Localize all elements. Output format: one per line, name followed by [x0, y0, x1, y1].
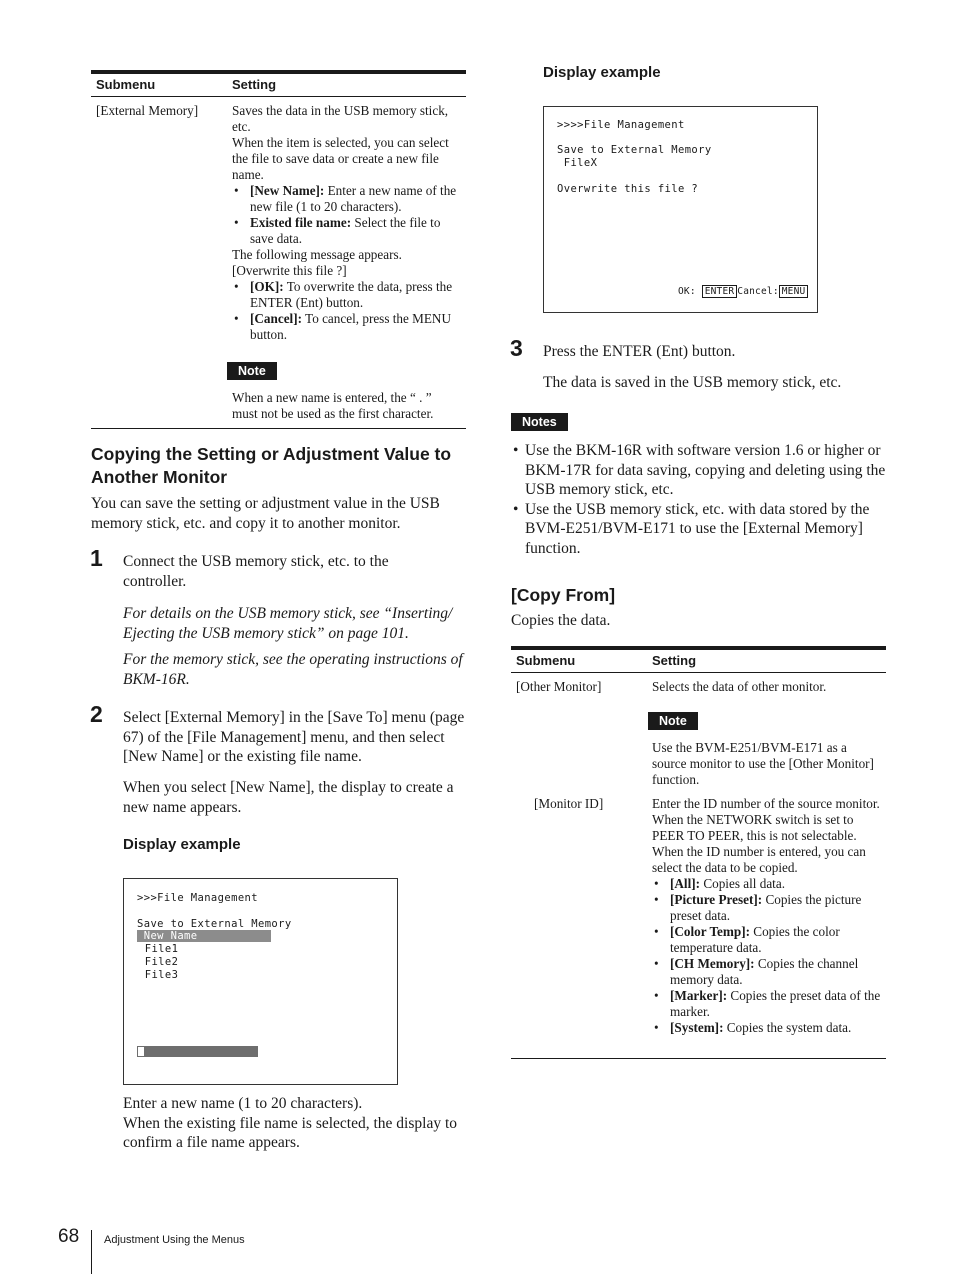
step-3-text-2: The data is saved in the USB memory stick, etc. — [543, 374, 842, 391]
display-example-label: Display example — [123, 836, 241, 853]
overwrite-prompt: Overwrite this file ? — [557, 183, 699, 195]
file-item: File3 — [138, 969, 179, 981]
bullet-cancel: • [Cancel]: To cancel, press the MENU button. — [232, 311, 462, 343]
table-header — [91, 74, 466, 97]
notes-list — [511, 441, 887, 558]
cancel-label: Cancel: — [737, 286, 779, 297]
file-item: File2 — [138, 956, 179, 968]
name-entry-cursor — [138, 1047, 144, 1056]
step-1-ref-2: For the memory stick, see the operating instructions of BKM-16R. — [123, 651, 463, 688]
notes-badge: Notes — [511, 413, 568, 431]
footer-section-title: Adjustment Using the Menus — [104, 1234, 245, 1246]
display-example-label-2: Display example — [543, 64, 661, 81]
screen-subtitle: Save to External Memory — [137, 918, 292, 930]
display-overwrite-screen — [543, 106, 818, 313]
step-3-number: 3 — [510, 335, 523, 361]
bullet-color-temp: • [Color Temp]: Copies the color temperature data. — [652, 924, 884, 956]
note-badge: Note — [227, 362, 277, 380]
header-submenu: Submenu — [96, 77, 156, 92]
footer-divider — [91, 1230, 92, 1274]
bullet-existed-file: • Existed file name: Select the file to save data. — [232, 215, 462, 247]
bullet-ok: • [OK]: To overwrite the data, press the ENTER (Ent) button. — [232, 279, 462, 311]
copy-from-heading: [Copy From] — [511, 585, 616, 605]
setting-monitor-id — [652, 796, 884, 1036]
bullet-all: • [All]: Copies all data. — [652, 876, 884, 892]
message-intro: The following message appears. — [232, 247, 402, 262]
submenu-other-monitor: [Other Monitor] — [516, 679, 602, 694]
bullet-system: • [System]: Copies the system data. — [652, 1020, 884, 1036]
ok-label: OK: — [678, 286, 696, 297]
screen-title: >>>>File Management — [557, 119, 685, 131]
name-entry-bar — [137, 1046, 258, 1057]
bullet-marker: • [Marker]: Copies the preset data of the marker. — [652, 988, 884, 1020]
overwrite-message: [Overwrite this file ?] — [232, 263, 347, 278]
bullet-new-name: • [New Name]: Enter a new name of the new file (1 to 20 characters). — [232, 183, 462, 215]
note-item: • Use the BKM-16R with software version 1.6 or higher or BKM-17R for data saving, copying and deleting using the USB memory stick, etc. — [511, 441, 887, 500]
screen-title: >>>File Management — [137, 892, 258, 904]
bullet-picture-preset: • [Picture Preset]: Copies the picture preset data. — [652, 892, 884, 924]
section-heading: Copying the Setting or Adjustment Value to Another Monitor — [91, 444, 452, 487]
bullet-ch-memory: • [CH Memory]: Copies the channel memory data. — [652, 956, 884, 988]
key-guide — [678, 286, 808, 298]
header-setting: Setting — [652, 653, 697, 668]
menu-key: MENU — [779, 285, 809, 298]
selected-new-name: New Name — [137, 930, 271, 942]
enter-key: ENTER — [702, 285, 738, 298]
step-2-text: Select [External Memory] in the [Save To] menu (page 67) of the [File Management] menu, and then select [New Name] or the existing file name. — [123, 709, 465, 765]
setting-intro-1: Saves the data in the USB memory stick, etc. — [232, 103, 449, 134]
setting-external-memory — [232, 103, 462, 343]
setting-other-monitor: Selects the data of other monitor. — [652, 679, 827, 694]
monitor-id-description: Enter the ID number of the source monitor. When the NETWORK switch is set to PEER TO PEER, this is not selectable. When the ID number is entered, you can select the data to be copied. — [652, 796, 880, 875]
external-memory-table — [91, 70, 466, 429]
copy-from-intro: Copies the data. — [511, 612, 611, 629]
step-1-text: Connect the USB memory stick, etc. to the controller. — [123, 553, 389, 590]
submenu-external-memory: [External Memory] — [96, 103, 199, 118]
file-name: FileX — [557, 157, 598, 169]
header-setting: Setting — [232, 77, 277, 92]
note-item: • Use the USB memory stick, etc. with data stored by the BVM-E251/BVM-E171 to use the [External Memory] function. — [511, 500, 887, 559]
step-3-text: Press the ENTER (Ent) button. — [543, 343, 736, 360]
step-2-number: 2 — [90, 701, 103, 727]
submenu-monitor-id: [Monitor ID] — [534, 796, 604, 811]
file-item: File1 — [138, 943, 179, 955]
screen-subtitle: Save to External Memory — [557, 144, 712, 156]
step-2-text-2: When you select [New Name], the display to create a new name appears. — [123, 779, 454, 816]
step-1-ref-1: For details on the USB memory stick, see “Inserting/ Ejecting the USB memory stick” on page 101. — [123, 605, 453, 642]
step-2-after-text: Enter a new name (1 to 20 characters). When the existing file name is selected, the display to confirm a file name appears. — [123, 1095, 458, 1151]
step-1-number: 1 — [90, 545, 103, 571]
note-text: Use the BVM-E251/BVM-E171 as a source monitor to use the [Other Monitor] function. — [652, 740, 874, 787]
display-new-name-screen — [123, 878, 398, 1085]
page-number: 68 — [58, 1226, 80, 1247]
header-submenu: Submenu — [516, 653, 576, 668]
setting-intro-2: When the item is selected, you can select the file to save data or create a new file name. — [232, 135, 449, 182]
copy-from-table — [511, 646, 886, 1059]
note-badge: Note — [648, 712, 698, 730]
note-text: When a new name is entered, the “ . ” must not be used as the first character. — [232, 390, 434, 421]
section-intro: You can save the setting or adjustment value in the USB memory stick, etc. and copy it to another monitor. — [91, 495, 440, 532]
table-header — [511, 650, 886, 673]
